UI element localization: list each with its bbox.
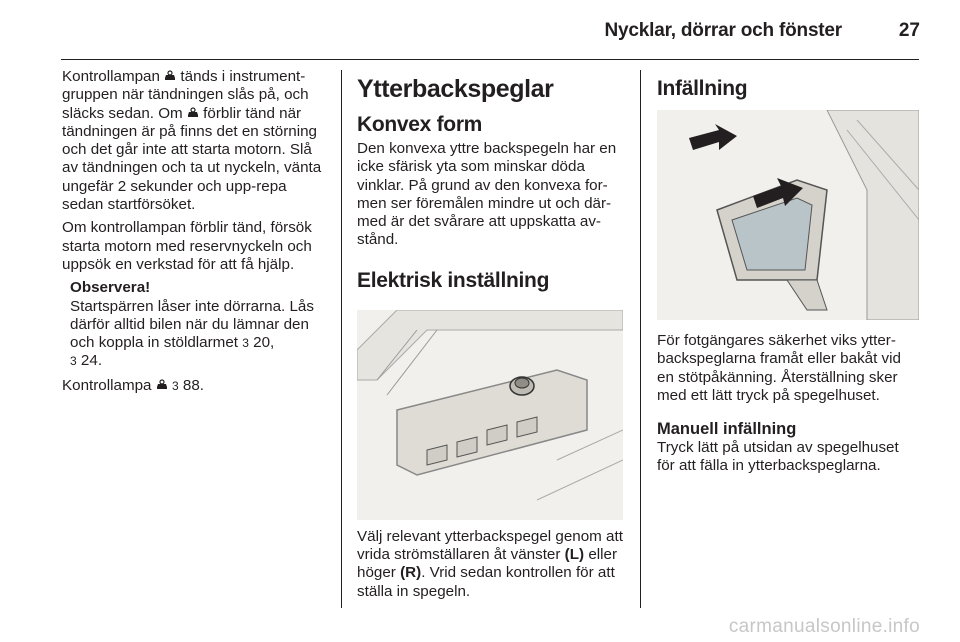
reference-arrow-icon: 3 xyxy=(242,336,249,351)
page-number: 27 xyxy=(898,20,920,41)
heading-convex-shape: Konvex form xyxy=(357,113,483,136)
header-divider xyxy=(61,59,919,60)
note-box xyxy=(70,279,327,370)
heading-folding: Infällning xyxy=(657,77,748,100)
paragraph-immobilizer: Kontrollampan tänds i instrument-gruppen när tändningen slås på, och släcks sedan. Om förblir tänd när tändningen är på finns det en störning och det går inte att starta motorn. Slå av tändningen och ta ut nyckeln, vänta ungefär 2 sekunder och upp-repa sedan startförsöket. xyxy=(62,68,322,214)
watermark: carmanualsonline.info xyxy=(728,616,920,637)
paragraph-convex: Den konvexa yttre backspegeln har en icke sfärisk yta som minskar döda vinklar. På grund av den konvexa for-men ser föremålen mindre ut och där-med är det svårare att uppskatta av-stånd. xyxy=(357,140,617,249)
mirror-switch-illustration xyxy=(357,310,623,520)
paragraph-control-lamp-ref: Kontrollampa 3 88. xyxy=(62,376,205,394)
page-reference-link[interactable]: 20, xyxy=(253,334,275,352)
paragraph-electric: Välj relevant ytterbackspegel genom att vrida strömställaren åt vänster (L) eller höger (R). Vrid sedan kontrollen för att ställa in spegeln. xyxy=(357,527,623,600)
column-2 xyxy=(357,68,623,606)
mirror-folding-illustration xyxy=(657,110,919,320)
reference-arrow-icon: 3 xyxy=(70,354,77,369)
mirror-fold-image xyxy=(657,110,919,320)
immobilizer-car-key-icon xyxy=(156,379,168,391)
column-divider-2 xyxy=(640,70,641,608)
paragraph-manual-folding: Tryck lätt på utsidan av spegelhuset för att fälla in ytterbackspeglarna. xyxy=(657,439,899,475)
heading-electric-adjustment: Elektrisk inställning xyxy=(357,268,550,292)
page-header xyxy=(0,0,960,60)
note-title: Observera! xyxy=(70,279,151,297)
immobilizer-car-key-icon xyxy=(164,70,176,82)
note-text: Startspärren låser inte dörrarna. Lås därför alltid bilen när du lämnar den och koppla in stöldlarmet 3 20, 3 24. xyxy=(70,297,314,370)
column-divider-1 xyxy=(341,70,342,608)
immobilizer-car-key-icon xyxy=(187,107,199,119)
door-switch-panel-image xyxy=(357,310,623,520)
section-title: Nycklar, dörrar och fönster xyxy=(604,20,842,41)
heading-manual-folding: Manuell infällning xyxy=(657,420,797,439)
heading-exterior-mirrors: Ytterbackspeglar xyxy=(357,75,554,103)
paragraph-folding: För fotgängares säkerhet viks ytter-backspeglarna framåt eller bakåt vid en stötpåkänning. Återställning sker med ett lätt tryck på spegelhuset. xyxy=(657,332,901,404)
paragraph-spare-key: Om kontrollampan förblir tänd, försök starta motorn med reservnyckeln och uppsök en verkstad för att få hjälp. xyxy=(62,219,312,273)
column-3 xyxy=(657,68,919,481)
page-reference-link[interactable]: 88. xyxy=(182,376,205,394)
page-reference-link[interactable]: 24. xyxy=(80,352,103,370)
reference-arrow-icon: 3 xyxy=(171,378,179,393)
column-1 xyxy=(62,68,327,400)
